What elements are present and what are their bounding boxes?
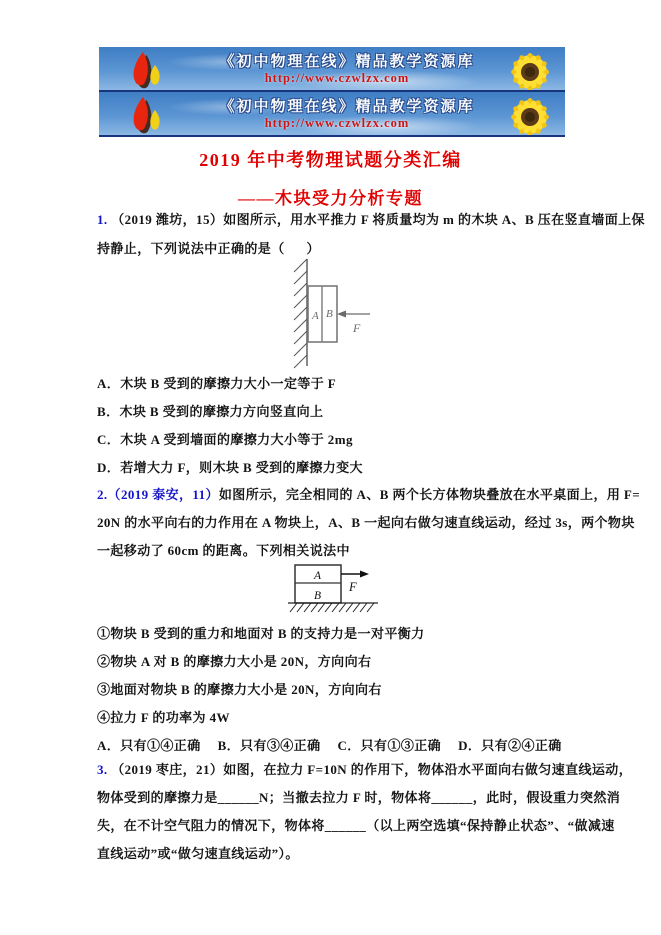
q2-options-row: [97, 735, 562, 754]
q1-text-line-2: 持静止，下列说法中正确的是（ ）: [97, 241, 320, 256]
block-a-label: A: [314, 570, 322, 582]
q1-option-a: A．木块 B 受到的摩擦力大小一定等于 F: [97, 376, 337, 391]
q3-stem-part1: （2019 枣庄，21）如图，在拉力 F=10N 的作用下，物体沿水平面向右做匀速直线运动，: [111, 762, 633, 777]
q1-option-c: C．木块 A 受到墙面的摩擦力大小等于 2mg: [97, 432, 353, 447]
force-f-label: F: [353, 321, 361, 335]
q2-statement-2: ②物块 A 对 B 的摩擦力大小是 20N，方向向右: [97, 654, 372, 669]
q3-text-line-1: [97, 759, 633, 778]
q1-number: 1.: [97, 212, 112, 227]
q1-option-d: D．若增大力 F，则木块 B 受到的摩擦力变大: [97, 460, 363, 475]
banner-site-url: http://www.czwlzx.com: [264, 71, 410, 85]
q2-figure-stacked-blocks: [287, 560, 383, 618]
q2-text-line-1: [97, 484, 641, 503]
site-banner: [99, 47, 565, 137]
q1-stem-part1: （2019 潍坊，15）如图所示，用水平推力 F 将质量均为 m 的木块 A、B 压在竖直墙面上保: [111, 212, 645, 227]
q2-text-line-2: 20N 的水平向右的力作用在 A 物块上，A、B 一起向右做匀速直线运动，经过 3s，两个物块: [97, 515, 635, 530]
q2-option-c: C．只有①③正确: [337, 738, 442, 753]
force-arrow-head: [337, 311, 346, 318]
block-b-label: B: [326, 308, 333, 320]
sunflower-image: [501, 93, 559, 137]
force-f-label: F: [349, 580, 357, 594]
ground-hatching: [290, 603, 374, 612]
q3-text-line-4: 直线运动”或“做匀速直线运动”）。: [97, 846, 299, 861]
q1-option-b: B．木块 B 受到的摩擦力方向竖直向上: [97, 404, 324, 419]
q1-figure-blocks-on-wall: [268, 256, 403, 370]
banner-strip-top: [99, 47, 565, 92]
banner-site-url: http://www.czwlzx.com: [264, 116, 410, 130]
wall-hatching: [294, 259, 307, 368]
q3-text-line-3: 失，在不计空气阻力的情况下，物体将______（以上两空选填“保持静止状态”、“做减速: [97, 818, 615, 833]
block-a-label: A: [312, 310, 319, 322]
q2-option-a: A．只有①④正确: [97, 738, 201, 753]
banner-site-title: 《初中物理在线》精品教学资源库: [219, 54, 475, 70]
q3-text-line-2: 物体受到的摩擦力是______N；当撤去拉力 F 时，物体将______，此时，假设重力突然消: [97, 790, 621, 805]
q2-statement-4: ④拉力 F 的功率为 4W: [97, 710, 230, 725]
q1-text-line-1: [97, 209, 645, 228]
block-b-label: B: [314, 590, 322, 602]
page-subtitle: ——木块受力分析专题: [238, 189, 423, 208]
q2-statement-3: ③地面对物块 B 的摩擦力大小是 20N，方向向右: [97, 682, 382, 697]
banner-text-block: [99, 47, 565, 86]
q2-text-line-3: 一起移动了 60cm 的距离。下列相关说法中: [97, 543, 350, 558]
q3-number: 3.: [97, 762, 112, 777]
q2-stem-part1: 如图所示，完全相同的 A、B 两个长方体物块叠放在水平桌面上，用 F=: [218, 487, 641, 502]
q2-option-b: B．只有③④正确: [217, 738, 321, 753]
q2-number: 2.（2019 泰安，11）: [97, 487, 219, 502]
banner-text-block: [99, 92, 565, 131]
banner-strip-bottom: [99, 92, 565, 137]
page-title: 2019 年中考物理试题分类汇编: [199, 150, 462, 170]
banner-site-title: 《初中物理在线》精品教学资源库: [219, 99, 475, 115]
force-arrow-head: [360, 571, 369, 578]
sunflower-image: [501, 48, 559, 92]
q2-statement-1: ①物块 B 受到的重力和地面对 B 的支持力是一对平衡力: [97, 626, 425, 641]
q2-option-d: D．只有②④正确: [458, 738, 562, 753]
